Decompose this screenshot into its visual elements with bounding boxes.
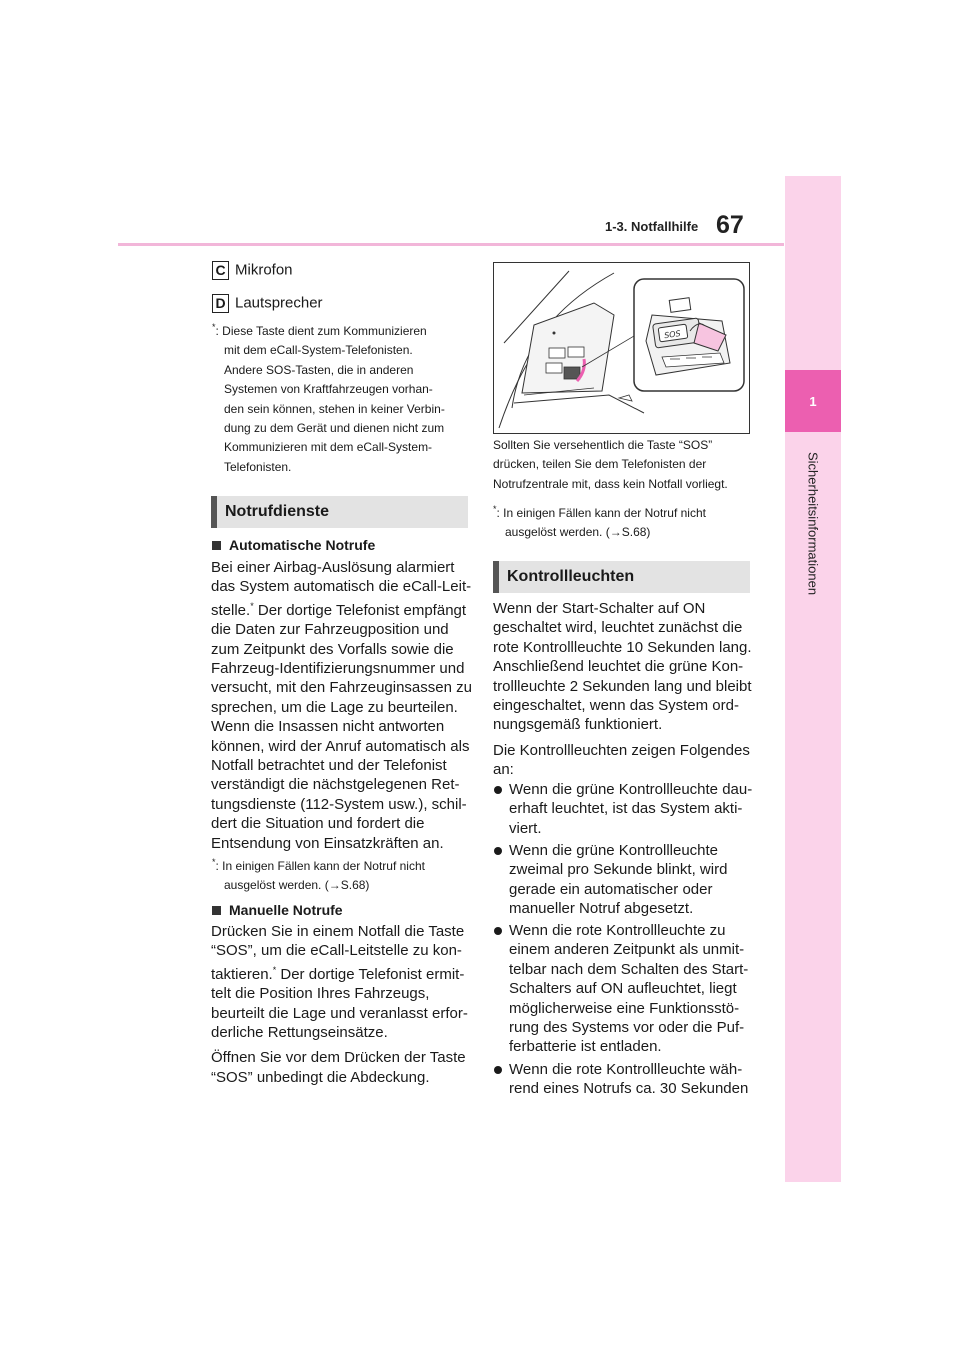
footnote-marker: * [272,964,277,975]
chapter-title-container [800,452,826,642]
sos-cover-small [564,367,580,379]
legend-label-d: D [212,294,229,313]
link-page-68[interactable]: ausgelöst werden. (→S.68) [224,878,370,893]
footnote-line: den sein können, stehen in keiner Verbin- [224,401,445,416]
footnote-line: Telefonisten. [224,459,292,474]
square-bullet-icon [212,906,221,915]
footnote-marker: * [250,600,254,611]
bullet-green-blinking: Wenn die grüne Kontrollleuchte zweimal pro Sekunde blinkt, wird gerade ein automatischer oder manueller Notruf abgesetzt. [509,841,759,919]
bullet-dot-icon [494,927,502,935]
legend-text-c: Mikrofon [235,261,293,279]
section-title: 1-3. Notfallhilfe [605,219,699,234]
footnote-sos-note: *: In einigen Fällen kann der Notruf nicht ausgelöst werden. (→S.68) [493,500,755,543]
subheading-manual-emergency-call: Manuelle Notrufe [212,902,343,918]
legend-item-d [212,294,323,313]
legend-item-c [212,261,293,280]
section-header-notrufdienste: Notrufdienste [211,496,468,528]
sos-accidental-press-note: Sollten Sie versehentlich die Taste “SOS” drücken, teilen Sie dem Telefonisten der Notrufzentrale mit, dass kein Notfall vorliegt. [493,438,728,491]
footnote-line: Systemen von Kraftfahrzeugen vorhan- [224,382,433,397]
footnote-marker: * [493,504,497,514]
footnote-marker: * [212,322,216,332]
bullet-dot-icon [494,786,502,794]
chapter-number: 1 [809,394,817,409]
bullet-dot-icon [494,847,502,855]
sos-button-text: SOS [663,328,682,341]
paragraph-indicator-intro: Wenn der Start-Schalter auf ON geschaltet wird, leuchtet zunächst die rote Kontrollleuchte 10 Sekunden lang. Anschließend leuchtet die grüne Kon- trollleuchte 2 Sekunden lang und bleibt eingeschaltet, wenn das System ord- nungsgemäß funktioniert. Die Kontrollleuchten zeigen Folgendes an: [493,600,752,779]
link-page-68[interactable]: ausgelöst werden. (→S.68) [505,525,651,540]
bullet-red-during-call: Wenn die rote Kontrollleuchte wäh- rend eines Notrufs ca. 30 Sekunden [509,1060,759,1099]
subheading-automatic-emergency-call: Automatische Notrufe [212,537,375,553]
square-bullet-icon [212,541,221,550]
legend-text-d: Lautsprecher [235,294,323,312]
legend-label-c: C [212,261,229,280]
footnote-line: mit dem eCall-System-Telefonisten. [224,343,413,358]
overhead-console-drawing [494,263,749,433]
footnote-marker: * [212,857,216,867]
footnote-line: *: Diese Taste dient zum Kommunizieren [212,322,427,338]
section-header-kontrollleuchten: Kontrollleuchten [493,561,750,593]
bullet-green-steady: Wenn die grüne Kontrollleuchte dau- erhaft leuchtet, ist das System akti- viert. [509,780,759,838]
chapter-title: Sicherheitsinformationen [805,452,821,596]
footnote-line: Kommunizieren mit dem eCall-System- [224,440,433,455]
bullet-dot-icon [494,1066,502,1074]
footnote-sos-button [212,318,472,477]
footnote-line: Andere SOS-Tasten, die in anderen [224,362,414,377]
footnote-line: dung zu dem Gerät und dienen nicht zum [224,421,445,436]
sos-button-illustration [493,262,750,434]
header-rule [118,243,784,246]
paragraph-manual-emergency-call: Drücken Sie in einem Notfall die Taste “SOS”, um die eCall-Leitstelle zu kon- taktieren.* Der dortige Telefonist ermit- telt die Position Ihres Fahrzeugs, beurteilt die Lage und veranlasst erfor- derliche Rettungseinsätze. Öffnen Sie vor dem Drücken der Taste “SOS” unbedingt die Abdeckung. [211,923,468,1086]
chapter-side-tab [785,176,841,1182]
footnote-automatic-call: *: In einigen Fällen kann der Notruf nicht ausgelöst werden. (→S.68) [212,853,474,896]
bullet-red-malfunction: Wenn die rote Kontrollleuchte zu einem anderen Zeitpunkt als unmit- telbar nach dem Schalten des Start- Schalters auf ON aufleuchtet, liegt möglicherweise eine Funktionsstö- rung des Systems vor oder die Puf- ferbatterie ist entladen. [509,921,759,1057]
page-number: 67 [716,211,744,239]
paragraph-automatic-emergency-call: Bei einer Airbag-Auslösung alarmiert das System automatisch die eCall-Leit- stelle.* Der dortige Telefonist empfängt die Daten zur Fahrzeugposition und zum Zeitpunkt des Vorfalls sowie die Fahrzeug-Identifizierungsnummer und versucht, mit den Fahrzeuginsassen zu sprechen, um die Lage zu beurteilen. Wenn die Insassen nicht antworten können, wird der Anruf automatisch als Notfall betrachtet und der Telefonist verständigt die nächstgelegenen Ret- tungsdienste (112-System usw.), schil- dert die Situation und fordert die Entsendung von Einsatzkräften an. [211,559,472,852]
